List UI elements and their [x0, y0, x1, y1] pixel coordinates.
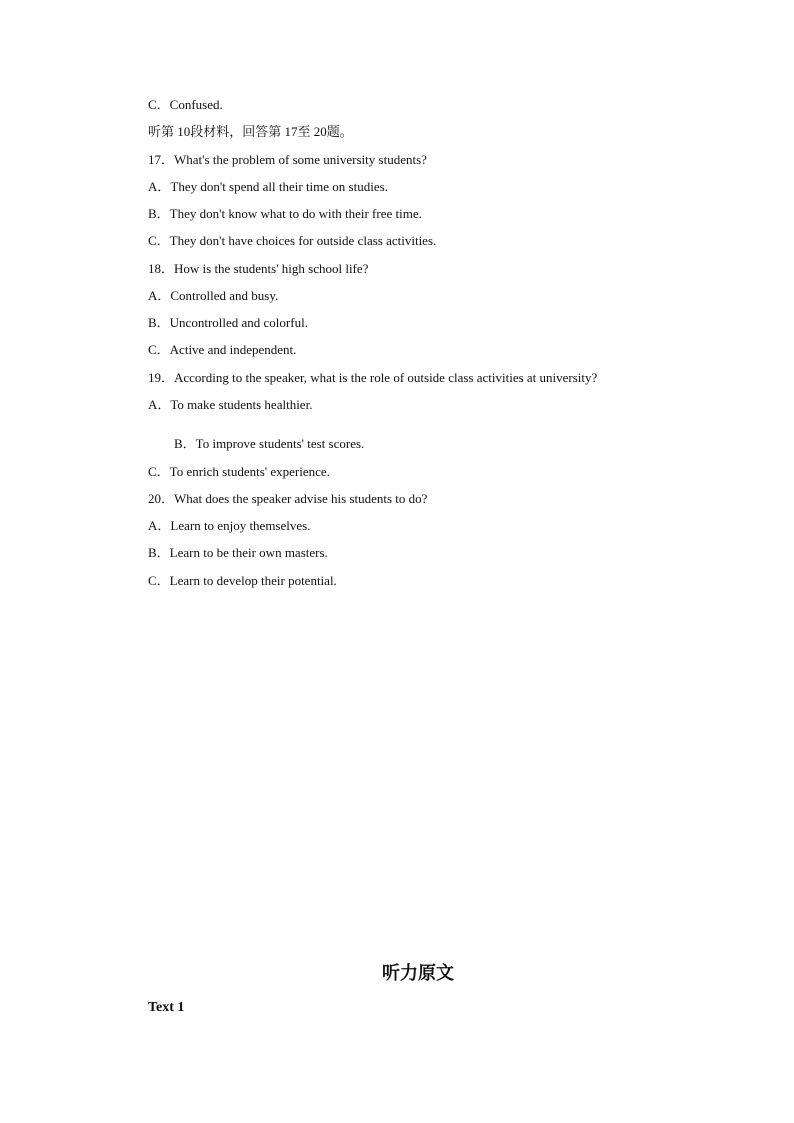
- question-19: 19．According to the speaker, what is the role of outside class activities at university?: [148, 370, 598, 385]
- option-18b: B．Uncontrolled and colorful.: [148, 315, 308, 330]
- option-20c: C．Learn to develop their potential.: [148, 573, 337, 588]
- option-18c: C．Active and independent.: [148, 342, 297, 357]
- option-19a: A．To make students healthier.: [148, 397, 313, 412]
- option-20b: B．Learn to be their own masters.: [148, 545, 328, 560]
- instruction-text: 听第 10段材料，回答第 17至 20题。: [148, 124, 353, 139]
- option-16c: C．Confused.: [148, 97, 223, 112]
- option-20a: A．Learn to enjoy themselves.: [148, 518, 311, 533]
- section-title: 听力原文: [382, 963, 454, 983]
- option-17b: B．They don't know what to do with their free time.: [148, 206, 422, 221]
- question-20: 20．What does the speaker advise his students to do?: [148, 491, 428, 506]
- question-17: 17．What's the problem of some university students?: [148, 152, 427, 167]
- option-17c: C．They don't have choices for outside class activities.: [148, 233, 437, 248]
- question-18: 18．How is the students' high school life?: [148, 261, 369, 276]
- text-label: Text 1: [148, 1000, 185, 1015]
- option-19b: B．To improve students' test scores.: [174, 436, 365, 451]
- option-18a: A．Controlled and busy.: [148, 288, 279, 303]
- option-17a: A．They don't spend all their time on studies.: [148, 179, 388, 194]
- option-19c: C．To enrich students' experience.: [148, 464, 330, 479]
